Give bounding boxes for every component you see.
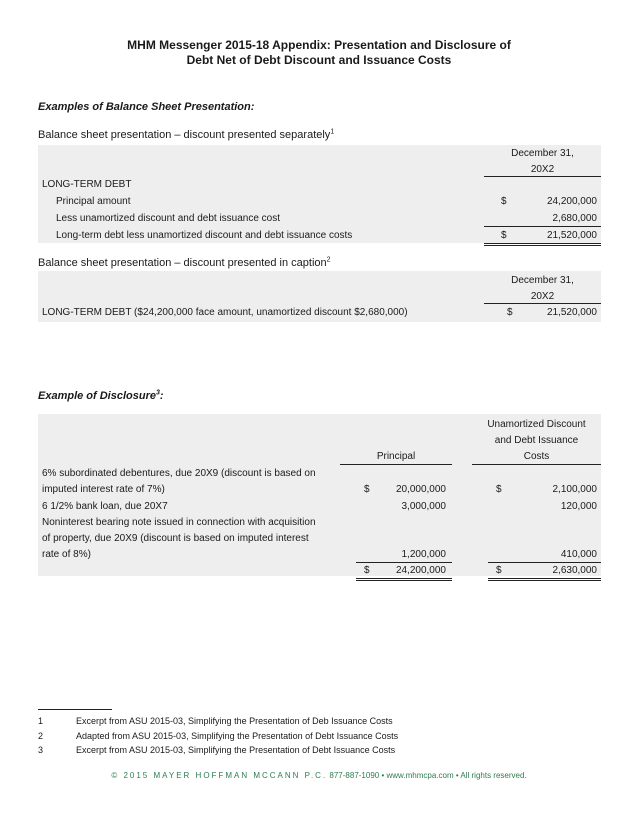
discount-value: 120,000 — [560, 501, 597, 512]
discount-total-rule-1 — [488, 578, 601, 579]
principal-value: 20,000,000 — [395, 484, 446, 495]
row-currency: $ — [507, 307, 513, 318]
section-heading-balance-sheet: Examples of Balance Sheet Presentation: — [38, 101, 255, 113]
row-label: Long-term debt less unamortized discount and debt issuance costs — [56, 230, 353, 241]
col2-header-line1: Unamortized Discount — [487, 419, 586, 430]
example2-col-header — [484, 273, 601, 305]
discount-currency: $ — [496, 484, 502, 495]
table-row — [38, 304, 601, 321]
example1-col-header-line2: 20X2 — [530, 164, 555, 175]
table-row — [38, 481, 601, 498]
example2-caption-text: Balance sheet presentation – discount presented in caption — [38, 257, 327, 269]
total-discount-currency: $ — [496, 565, 502, 576]
footnote-ref-2: 2 — [326, 256, 331, 264]
total-rule-1 — [484, 243, 601, 244]
footnote-separator — [38, 709, 112, 710]
row-label-line1: 6% subordinated debentures, due 20X9 (discount is based on — [42, 468, 316, 479]
group-label: LONG-TERM DEBT — [42, 179, 132, 190]
row-value: 21,520,000 — [546, 307, 597, 318]
total-discount-value: 2,630,000 — [552, 565, 597, 576]
total-principal-value: 24,200,000 — [395, 565, 446, 576]
row-value: 24,200,000 — [546, 196, 597, 207]
footer-brand: © 2015 MAYER HOFFMAN MCCANN P.C. — [111, 771, 328, 780]
table-row — [38, 210, 601, 227]
discount-total-rule-2 — [488, 580, 601, 581]
table-row — [38, 227, 601, 244]
example1-caption-text: Balance sheet presentation – discount presented separately — [38, 129, 331, 141]
row-currency: $ — [501, 230, 507, 241]
row-label: Principal amount — [56, 196, 131, 207]
example2-col-header-line1: December 31, — [511, 275, 574, 286]
disclosure-col2-header — [472, 417, 601, 465]
principal-value: 3,000,000 — [401, 501, 446, 512]
row-label-line1: Noninterest bearing note issued in connection with acquisition — [42, 517, 316, 528]
footnote-number: 2 — [38, 731, 44, 741]
principal-value: 1,200,000 — [401, 549, 446, 560]
total-rule-2 — [484, 245, 601, 246]
total-principal-currency: $ — [364, 565, 370, 576]
footer-contact: 877-887-1090 • www.mhmcpa.com • All rights reserved. — [327, 771, 527, 780]
principal-currency: $ — [364, 484, 370, 495]
row-label-line2: of property, due 20X9 (discount is based on imputed interest — [42, 533, 309, 544]
row-label-line1: 6 1/2% bank loan, due 20X7 — [42, 501, 168, 512]
footnote-text: Adapted from ASU 2015-03, Simplifying the Presentation of Debt Issuance Costs — [76, 731, 399, 741]
footnote-ref-1: 1 — [330, 128, 335, 136]
example2-caption — [38, 257, 331, 269]
title-line-2: Debt Net of Debt Discount and Issuance Costs — [186, 53, 452, 67]
table-row — [38, 514, 601, 531]
col2-header-line2: and Debt Issuance — [494, 435, 579, 446]
footnote-text: Excerpt from ASU 2015-03, Simplifying the Presentation of Deb Issuance Costs — [76, 716, 393, 726]
row-value: 2,680,000 — [552, 213, 597, 224]
row-label-line3: rate of 8%) — [42, 549, 91, 560]
footnote-number: 3 — [38, 745, 44, 755]
row-label-line2: imputed interest rate of 7%) — [42, 484, 165, 495]
table-row — [38, 176, 601, 193]
table-row — [38, 546, 601, 563]
example1-col-header — [484, 146, 601, 178]
section-heading-colon: : — [159, 390, 164, 402]
page-title — [0, 38, 638, 68]
discount-value: 2,100,000 — [552, 484, 597, 495]
col2-header-line3: Costs — [523, 451, 550, 462]
footnote-number: 1 — [38, 716, 44, 726]
page-footer — [0, 771, 638, 780]
footnote-ref-3: 3 — [156, 389, 160, 397]
principal-total-rule-1 — [356, 578, 452, 579]
example2-col-header-line2: 20X2 — [530, 291, 555, 302]
table-row — [38, 530, 601, 547]
row-label: LONG-TERM DEBT ($24,200,000 face amount, unamortized discount $2,680,000) — [42, 307, 408, 318]
table-row-total — [38, 562, 601, 579]
row-label: Less unamortized discount and debt issuance cost — [56, 213, 281, 224]
disclosure-col1-header: Principal — [376, 451, 416, 462]
footnote-text: Excerpt from ASU 2015-03, Simplifying the Presentation of Debt Issuance Costs — [76, 745, 396, 755]
table-row — [38, 465, 601, 482]
title-line-1: MHM Messenger 2015-18 Appendix: Presentation and Disclosure of — [127, 38, 511, 52]
table-row — [38, 498, 601, 515]
section-heading-disclosure-text: Example of Disclosure — [38, 390, 156, 402]
discount-value: 410,000 — [560, 549, 597, 560]
section-heading-disclosure — [38, 390, 164, 402]
example1-caption — [38, 129, 334, 141]
row-currency: $ — [501, 196, 507, 207]
table-row — [38, 193, 601, 210]
principal-total-rule-2 — [356, 580, 452, 581]
example1-col-header-line1: December 31, — [511, 148, 574, 159]
row-value: 21,520,000 — [546, 230, 597, 241]
